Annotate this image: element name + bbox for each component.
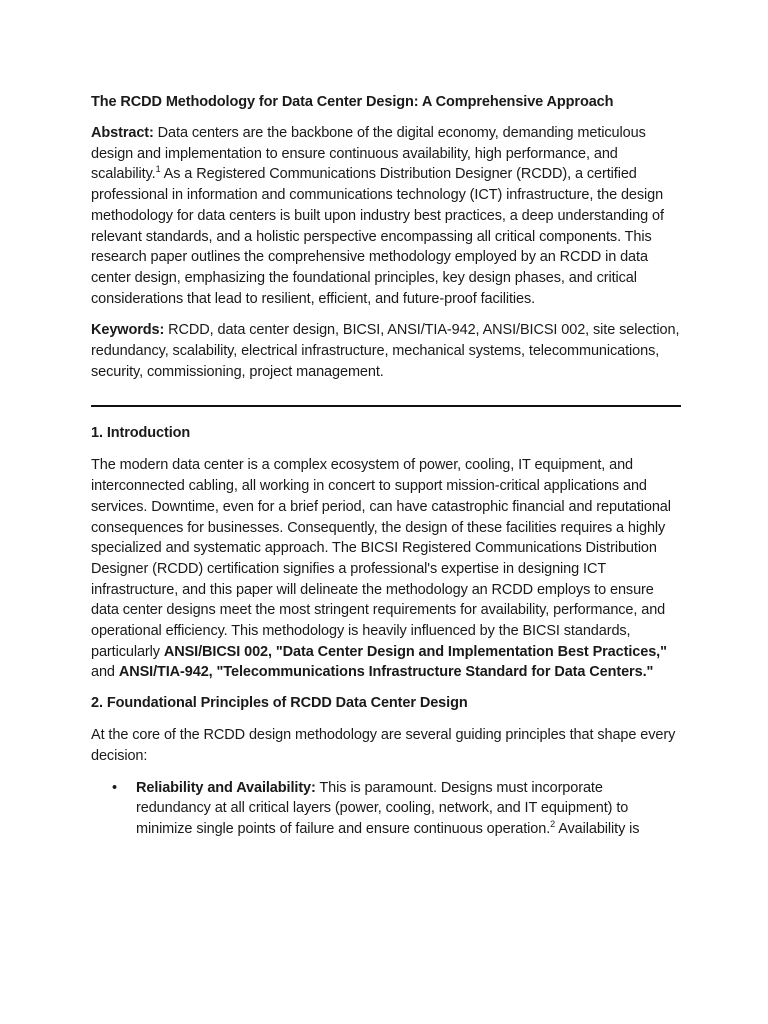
section-2-heading: 2. Foundational Principles of RCDD Data Center Design	[91, 695, 468, 712]
introduction-bold-2: ANSI/TIA-942, "Telecommunications Infrastructure Standard for Data Centers."	[118, 664, 654, 681]
footnote-ref-2[interactable]: 2	[550, 819, 556, 830]
paper-page	[91, 92, 681, 840]
abstract-paragraph	[91, 123, 681, 309]
abstract-label: Abstract:	[91, 125, 154, 141]
horizontal-rule	[91, 405, 681, 407]
paper-title: The RCDD Methodology for Data Center Design: A Comprehensive Approach	[91, 94, 614, 110]
keywords-text: RCDD, data center design, BICSI, ANSI/TIA-942, ANSI/BICSI 002, site selection, redundancy, scalability, electrical infrastructure, mechanical systems, telecommunications, security, commissioning, project management.	[91, 322, 680, 380]
list-item-text-1: This is paramount. Designs must incorporate redundancy at all critical layers (power, cooling, network, and IT equipment) to minimize single points of failure and ensure continuous operation.	[136, 779, 629, 837]
list-item-text-2: Availability is	[555, 820, 640, 837]
principles-intro-paragraph: At the core of the RCDD design methodology are several guiding principles that shape every decision:	[91, 727, 676, 764]
list-item	[91, 778, 681, 840]
introduction-paragraph	[91, 455, 681, 683]
keywords-paragraph	[91, 320, 681, 382]
bullet-marker: •	[112, 779, 117, 796]
introduction-text-2: and	[91, 664, 119, 681]
introduction-text-1: The modern data center is a complex ecosystem of power, cooling, IT equipment, and interconnected cabling, all working in concert to support mission-critical applications and services. Downtime, even for a brief period, can have catastrophic financial and reputational consequences for businesses. Consequently, the design of these facilities requires a highly specialized and systematic approach. The BICSI Registered Communications Distribution Designer (RCDD) certification signifies a professional's expertise in designing ICT infrastructure, and this paper will delineate the methodology an RCDD employs to ensure data center designs meet the most stringent requirements for availability, performance, and operational efficiency. This methodology is heavily influenced by the BICSI standards, particularly	[91, 457, 671, 660]
keywords-label: Keywords:	[91, 322, 165, 339]
footnote-ref-1[interactable]: 1	[155, 164, 161, 175]
abstract-text-1: Data centers are the backbone of the digital economy, demanding meticulous design and implementation to ensure continuous availability, high performance, and scalability.	[91, 125, 646, 183]
list-item-label: Reliability and Availability:	[136, 779, 316, 796]
principles-list	[91, 778, 681, 840]
section-1-heading: 1. Introduction	[91, 425, 191, 442]
introduction-bold-1: ANSI/BICSI 002, "Data Center Design and Implementation Best Practices,"	[163, 643, 667, 660]
abstract-text-2: As a Registered Communications Distribution Designer (RCDD), a certified professional in information and communications technology (ICT) infrastructure, the design methodology for data centers is built upon industry best practices, a deep understanding of relevant standards, and a holistic perspective encompassing all critical components. This research paper outlines the comprehensive methodology employed by an RCDD in data center design, emphasizing the foundational principles, key design phases, and critical considerations that lead to resilient, efficient, and future-proof facilities.	[91, 166, 664, 307]
